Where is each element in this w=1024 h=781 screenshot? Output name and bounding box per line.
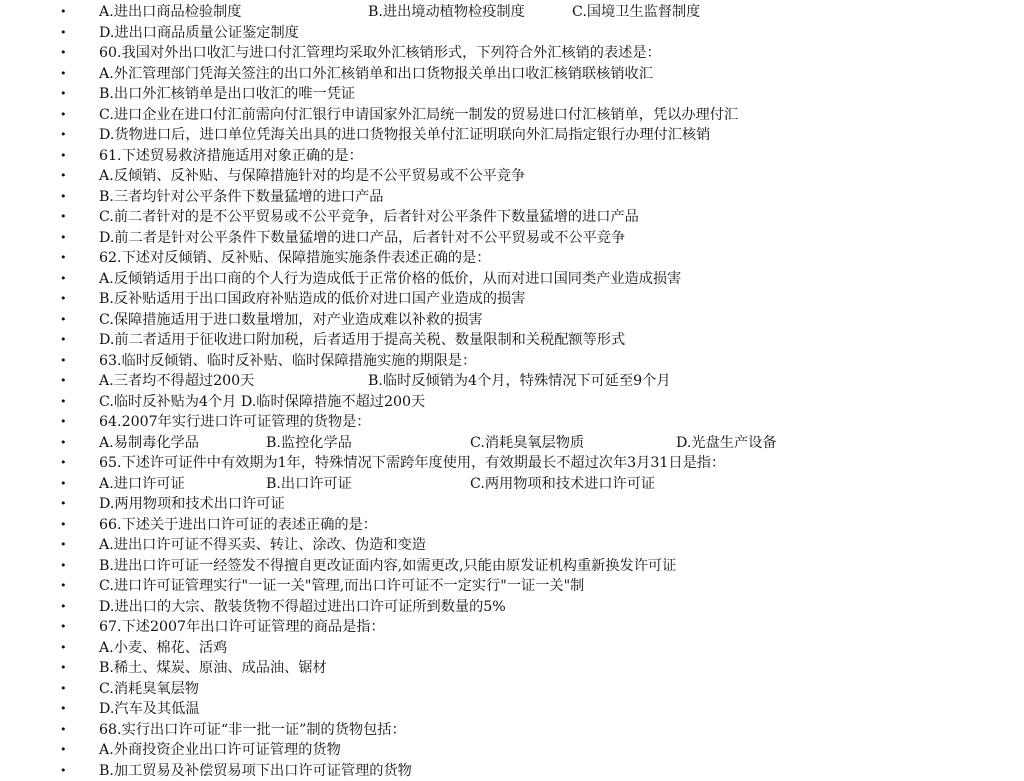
list-item bbox=[0, 228, 1024, 249]
bullet-icon: • bbox=[60, 330, 67, 351]
list-item-text: 66.下述关于进出口许可证的表述正确的是： bbox=[99, 515, 377, 536]
list-item bbox=[0, 392, 1024, 413]
bullet-icon: • bbox=[60, 515, 67, 536]
bullet-icon: • bbox=[60, 453, 67, 474]
bullet-icon: • bbox=[60, 207, 67, 228]
bullet-icon: • bbox=[60, 269, 67, 290]
list-item-text: C.消耗臭氧层物质 bbox=[470, 433, 584, 454]
list-item bbox=[0, 125, 1024, 146]
list-item-text: C.消耗臭氧层物 bbox=[99, 679, 199, 700]
list-item bbox=[0, 166, 1024, 187]
list-item bbox=[0, 761, 1024, 781]
bullet-icon: • bbox=[60, 2, 67, 23]
list-item bbox=[0, 187, 1024, 208]
list-item-text: A.进口许可证 bbox=[99, 474, 185, 495]
list-item-text: D.货物进口后，进口单位凭海关出具的进口货物报关单付汇证明联向外汇局指定银行办理付汇核销 bbox=[99, 125, 710, 146]
list-item bbox=[0, 207, 1024, 228]
list-item bbox=[0, 146, 1024, 167]
list-item-text: 64.2007年实行进口许可证管理的货物是： bbox=[99, 412, 370, 433]
list-item bbox=[0, 679, 1024, 700]
bullet-icon: • bbox=[60, 64, 67, 85]
list-item-text: A.外商投资企业出口许可证管理的货物 bbox=[99, 740, 341, 761]
list-item bbox=[0, 576, 1024, 597]
bullet-icon: • bbox=[60, 699, 67, 720]
bullet-icon: • bbox=[60, 474, 67, 495]
bullet-icon: • bbox=[60, 576, 67, 597]
list-item bbox=[0, 433, 1024, 454]
list-item-text: D.进出口的大宗、散装货物不得超过进出口许可证所到数量的5% bbox=[99, 597, 506, 618]
bullet-icon: • bbox=[60, 720, 67, 741]
list-item-text: C.保障措施适用于进口数量增加，对产业造成难以补救的损害 bbox=[99, 310, 483, 331]
list-item-text: B.加工贸易及补偿贸易项下出口许可证管理的货物 bbox=[99, 761, 412, 781]
list-item-text: D.前二者适用于征收进口附加税，后者适用于提高关税、数量限制和关税配额等形式 bbox=[99, 330, 625, 351]
list-item bbox=[0, 412, 1024, 433]
list-item bbox=[0, 371, 1024, 392]
list-item-text: D.光盘生产设备 bbox=[676, 433, 777, 454]
list-item-text: A.易制毒化学品 bbox=[99, 433, 199, 454]
document-page bbox=[0, 2, 1024, 781]
bullet-icon: • bbox=[60, 105, 67, 126]
list-item-text: A.进出口许可证不得买卖、转让、涂改、伪造和变造 bbox=[99, 535, 426, 556]
list-item bbox=[0, 248, 1024, 269]
list-item-text: B.进出口许可证一经签发不得擅自更改证面内容,如需更改,只能由原发证机构重新换发许可证 bbox=[99, 556, 676, 577]
list-item bbox=[0, 720, 1024, 741]
bullet-icon: • bbox=[60, 125, 67, 146]
list-item bbox=[0, 310, 1024, 331]
list-item-text: C.两用物项和技术进口许可证 bbox=[470, 474, 655, 495]
list-item-text: 68.实行出口许可证“非一批一证”制的货物包括： bbox=[99, 720, 406, 741]
bullet-icon: • bbox=[60, 740, 67, 761]
bullet-icon: • bbox=[60, 166, 67, 187]
list-item bbox=[0, 64, 1024, 85]
bullet-icon: • bbox=[60, 248, 67, 269]
list-item bbox=[0, 269, 1024, 290]
bullet-icon: • bbox=[60, 84, 67, 105]
list-item-text: 61.下述贸易救济措施适用对象正确的是： bbox=[99, 146, 363, 167]
list-item-text: C.进口许可证管理实行"一证一关"管理,而出口许可证不一定实行"一证一关"制 bbox=[99, 576, 584, 597]
list-item bbox=[0, 617, 1024, 638]
list-item-text: A.三者均不得超过200天 bbox=[99, 371, 254, 392]
bullet-icon: • bbox=[60, 371, 67, 392]
list-item-text: C.前二者针对的是不公平贸易或不公平竞争，后者针对公平条件下数量猛增的进口产品 bbox=[99, 207, 639, 228]
bullet-icon: • bbox=[60, 679, 67, 700]
list-item bbox=[0, 453, 1024, 474]
list-item-text: 67.下述2007年出口许可证管理的商品是指： bbox=[99, 617, 385, 638]
list-item-text: A.进出口商品检验制度 bbox=[99, 2, 241, 23]
list-item bbox=[0, 740, 1024, 761]
list-item-text: A.反倾销适用于出口商的个人行为造成低于正常价格的低价，从而对进口国同类产业造成损害 bbox=[99, 269, 681, 290]
list-item bbox=[0, 556, 1024, 577]
bullet-icon: • bbox=[60, 351, 67, 372]
list-item-text: B.三者均针对公平条件下数量猛增的进口产品 bbox=[99, 187, 384, 208]
bullet-icon: • bbox=[60, 187, 67, 208]
list-item bbox=[0, 474, 1024, 495]
list-item-text: B.临时反倾销为4个月，特殊情况下可延至9个月 bbox=[368, 371, 671, 392]
bullet-icon: • bbox=[60, 597, 67, 618]
list-item bbox=[0, 351, 1024, 372]
list-item bbox=[0, 515, 1024, 536]
list-item bbox=[0, 84, 1024, 105]
list-item-text: 62.下述对反倾销、反补贴、保障措施实施条件表述正确的是： bbox=[99, 248, 490, 269]
bullet-icon: • bbox=[60, 638, 67, 659]
list-item bbox=[0, 699, 1024, 720]
list-item-text: B.进出境动植物检疫制度 bbox=[368, 2, 525, 23]
list-item-text: A.小麦、棉花、活鸡 bbox=[99, 638, 227, 659]
list-item-text: 65.下述许可证件中有效期为1年，特殊情况下需跨年度使用，有效期最长不超过次年3月31日是指： bbox=[99, 453, 725, 474]
list-item bbox=[0, 535, 1024, 556]
list-item bbox=[0, 658, 1024, 679]
list-item-text: D.进出口商品质量公证鉴定制度 bbox=[99, 23, 299, 44]
list-item-text: 60.我国对外出口收汇与进口付汇管理均采取外汇核销形式，下列符合外汇核销的表述是： bbox=[99, 43, 661, 64]
bullet-icon: • bbox=[60, 556, 67, 577]
bullet-icon: • bbox=[60, 228, 67, 249]
bullet-icon: • bbox=[60, 43, 67, 64]
list-item bbox=[0, 330, 1024, 351]
bullet-icon: • bbox=[60, 617, 67, 638]
list-item bbox=[0, 2, 1024, 23]
bullet-icon: • bbox=[60, 412, 67, 433]
list-item bbox=[0, 23, 1024, 44]
bullet-icon: • bbox=[60, 658, 67, 679]
bullet-icon: • bbox=[60, 23, 67, 44]
list-item-text: C.临时反补贴为4个月 D.临时保障措施不超过200天 bbox=[99, 392, 425, 413]
list-item bbox=[0, 597, 1024, 618]
list-item-text: B.监控化学品 bbox=[266, 433, 352, 454]
bullet-icon: • bbox=[60, 494, 67, 515]
list-item-text: A.反倾销、反补贴、与保障措施针对的均是不公平贸易或不公平竞争 bbox=[99, 166, 525, 187]
bullet-icon: • bbox=[60, 146, 67, 167]
list-item-text: B.反补贴适用于出口国政府补贴造成的低价对进口国产业造成的损害 bbox=[99, 289, 525, 310]
list-item bbox=[0, 43, 1024, 64]
bullet-icon: • bbox=[60, 433, 67, 454]
bullet-icon: • bbox=[60, 761, 67, 781]
bullet-icon: • bbox=[60, 392, 67, 413]
list-item-text: B.出口外汇核销单是出口收汇的唯一凭证 bbox=[99, 84, 355, 105]
list-item-text: B.稀土、煤炭、原油、成品油、锯材 bbox=[99, 658, 327, 679]
list-item bbox=[0, 494, 1024, 515]
bullet-icon: • bbox=[60, 310, 67, 331]
list-item bbox=[0, 289, 1024, 310]
list-item-text: B.出口许可证 bbox=[266, 474, 352, 495]
list-item-text: D.汽车及其低温 bbox=[99, 699, 200, 720]
list-item-text: 63.临时反倾销、临时反补贴、临时保障措施实施的期限是： bbox=[99, 351, 476, 372]
list-item-text: D.两用物项和技术出口许可证 bbox=[99, 494, 285, 515]
list-item bbox=[0, 105, 1024, 126]
bullet-icon: • bbox=[60, 535, 67, 556]
list-item-text: A.外汇管理部门凭海关签注的出口外汇核销单和出口货物报关单出口收汇核销联核销收汇 bbox=[99, 64, 653, 85]
list-item bbox=[0, 638, 1024, 659]
list-item-text: D.前二者是针对公平条件下数量猛增的进口产品，后者针对不公平贸易或不公平竞争 bbox=[99, 228, 625, 249]
list-item-text: C.进口企业在进口付汇前需向付汇银行申请国家外汇局统一制发的贸易进口付汇核销单，凭以办理付汇 bbox=[99, 105, 738, 126]
list-item-text: C.国境卫生监督制度 bbox=[572, 2, 700, 23]
bullet-icon: • bbox=[60, 289, 67, 310]
